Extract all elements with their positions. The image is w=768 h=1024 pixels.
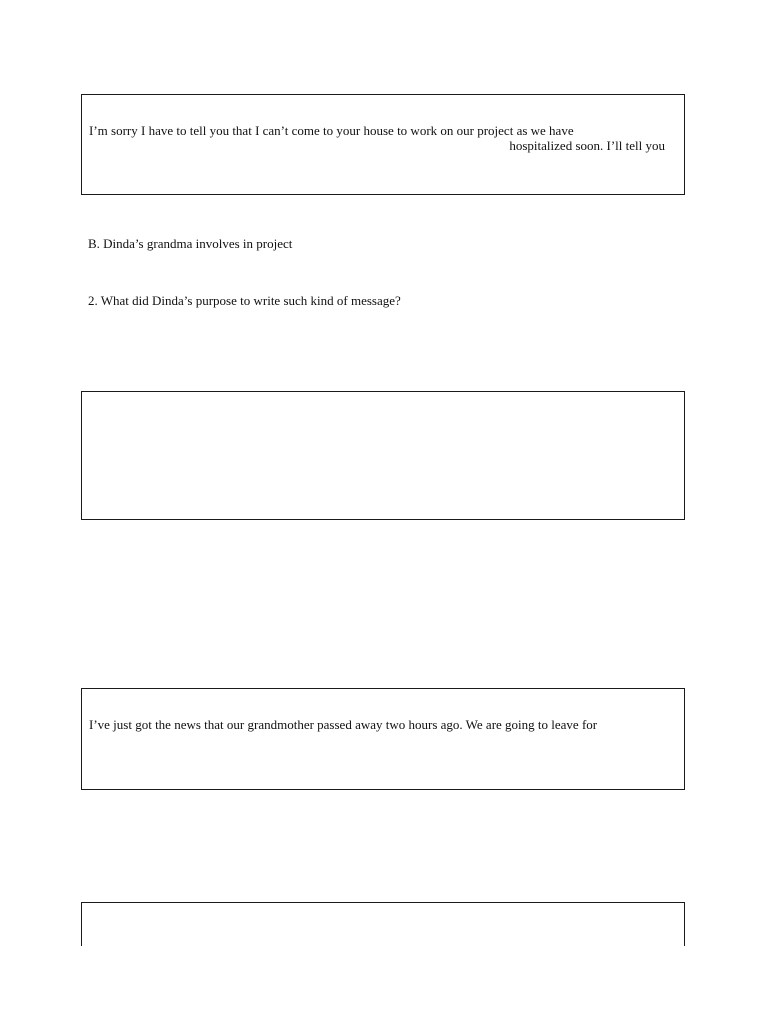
message-box-1: [81, 94, 685, 195]
message-text-line-1: I’m sorry I have to tell you that I can’t come to your house to work on our project as we have: [89, 123, 574, 138]
question-2: 2. What did Dinda’s purpose to write such kind of message?: [88, 293, 401, 308]
answer-box-empty: [81, 391, 685, 520]
message-text-line-1: I’ve just got the news that our grandmother passed away two hours ago. We are going to leave for: [89, 717, 598, 732]
message-box-2: [81, 688, 685, 790]
message-text-line-2: hospitalized soon. I’ll tell you: [509, 138, 665, 153]
answer-box-partial: [81, 902, 685, 946]
answer-option-b: B. Dinda’s grandma involves in project: [88, 236, 293, 251]
